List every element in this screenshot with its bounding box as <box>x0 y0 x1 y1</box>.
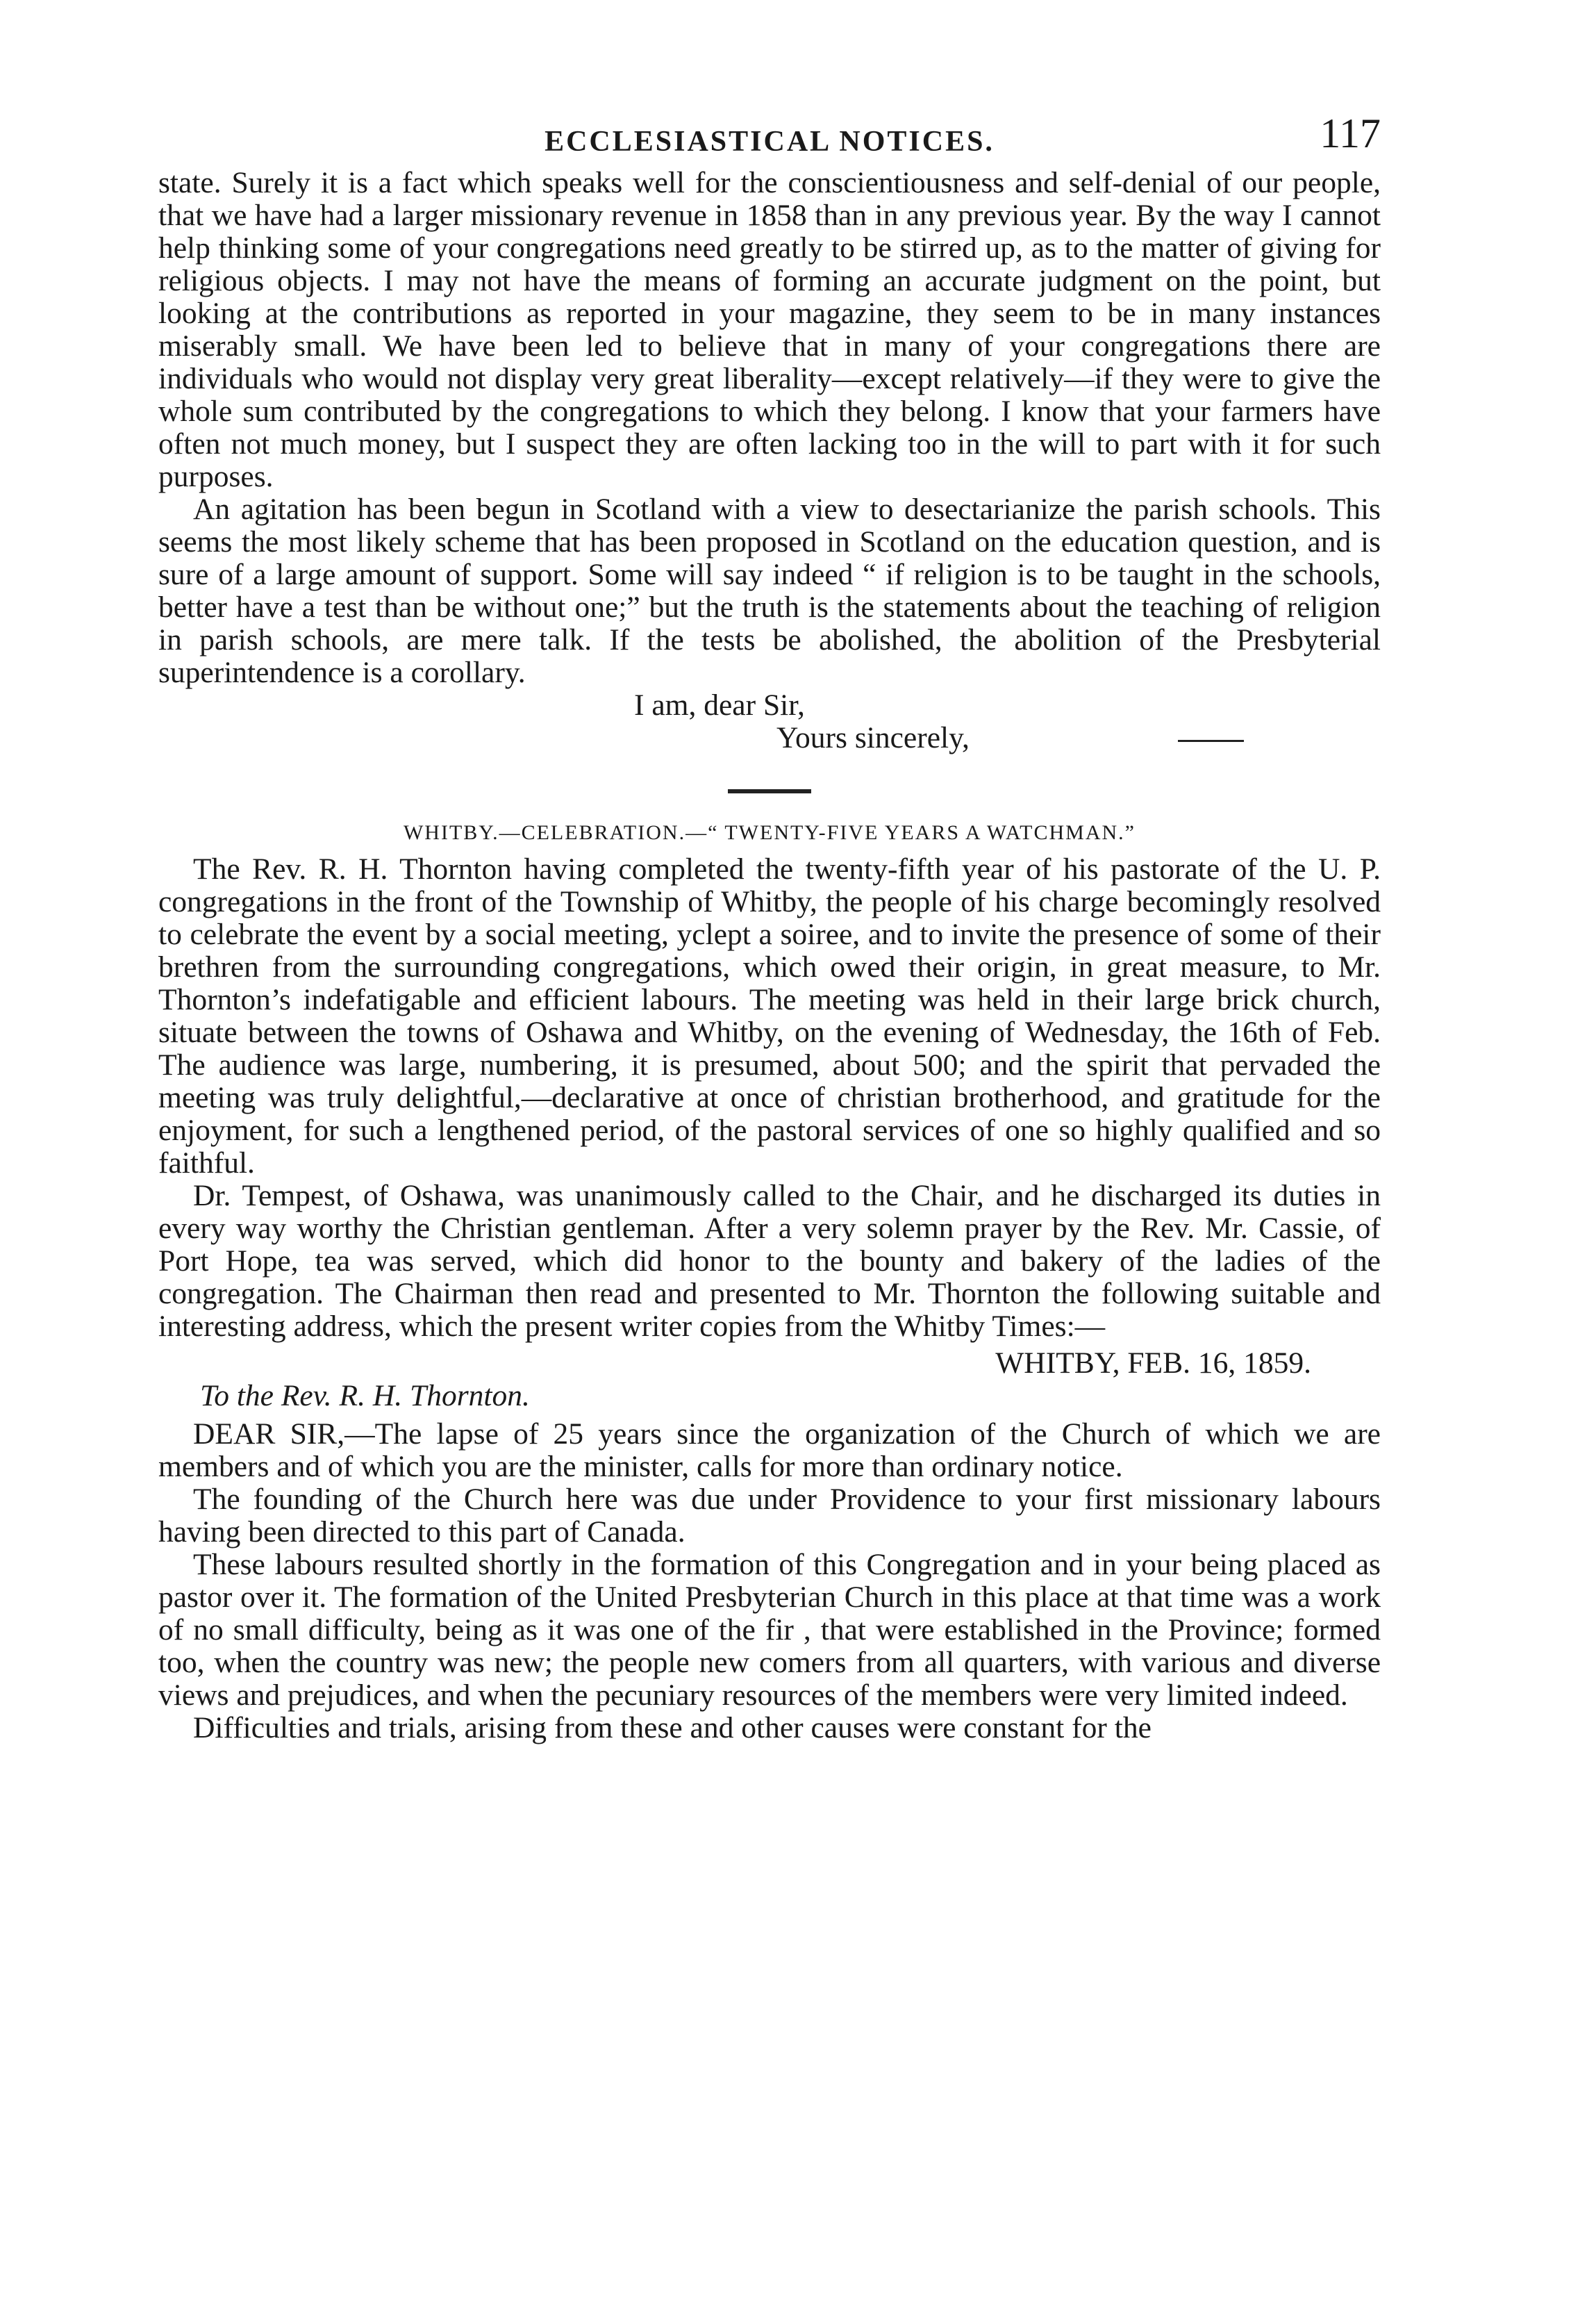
address-paragraph-3: These labours resulted shortly in the formation of this Congregation and in your being placed as pastor over it. The formation of the United Presbyterian Church in this place at that time was a work of no small difficulty, being as it was one of the fir , that were established in the Province; formed too, when the country was new; the people new comers from all quarters, with various and diverse views and prejudices, and when the pecuniary resources of the members were very limited indeed. <box>158 1548 1381 1712</box>
section-heading: WHITBY.—CELEBRATION.—“ TWENTY-FIVE YEARS A WATCHMAN.” <box>403 821 1136 844</box>
address-dateline: WHITBY, FEB. 16, 1859. <box>995 1346 1311 1380</box>
letter-closing: I am, dear Sir, <box>634 688 805 722</box>
signature-dash <box>1178 740 1244 742</box>
section-paragraph-1: The Rev. R. H. Thornton having completed the twenty-fifth year of his pastorate of the U. P. congregations in the front of the Township of Whitby, the people of his charge becomingly resolved to celebrate the event by a social meeting, yclept a soiree, and to invite the presence of some of their brethren from the surrounding congregations, which owed their origin, in great measure, to Mr. Thornton’s indefatigable and efficient labours. The meeting was held in their large brick church, situate between the towns of Oshawa and Whitby, on the evening of Wednesday, the 16th of Feb. The audience was large, numbering, it is presumed, about 500; and the spirit that pervaded the meeting was truly delightful,—declarative at once of christian brotherhood, and gratitude for the enjoyment, for such a lengthened period, of the pastoral services of one so highly qualified and so faithful. <box>158 852 1381 1180</box>
page-header <box>158 104 1381 167</box>
address-recipient: To the Rev. R. H. Thornton. <box>200 1379 530 1412</box>
letter-paragraph-1: state. Surely it is a fact which speaks well for the conscientiousness and self-denial of our people, that we have had a larger missionary revenue in 1858 than in any previous year. By the way I cannot help thinking some of your congregations need greatly to be stirred up, as to the matter of giving for religious objects. I may not have the means of forming an accurate judgment on the point, but looking at the contributions as reported in your magazine, they seem to be in many instances miserably small. We have been led to believe that in many of your congregations there are individuals who would not display very great liberality—except relatively—if they were to give the whole sum contributed by the congregations to which they belong. I know that your farmers have often not much money, but I suspect they are often lacking too in the will to part with it for such purposes. <box>158 166 1381 493</box>
letter-paragraph-2: An agitation has been begun in Scotland with a view to desectarianize the parish schools. This seems the most likely scheme that has been proposed in Scotland on the education question, and is sure of a large amount of support. Some will say indeed “ if religion is to be taught in the schools, better have a test than be without one;” but the truth is the statements about the teaching of religion in parish schools, are mere talk. If the tests be abolished, the abolition of the Presbyterial superintendence is a corollary. <box>158 493 1381 689</box>
section-paragraph-2: Dr. Tempest, of Oshawa, was unanimously called to the Chair, and he discharged its duties in every way worthy the Christian gentleman. After a very solemn prayer by the Rev. Mr. Cassie, of Port Hope, tea was served, which did honor to the bounty and bakery of the ladies of the congregation. The Chairman then read and presented to Mr. Thornton the following suitable and interesting address, which the present writer copies from the Whitby Times:— <box>158 1179 1381 1343</box>
page-number: 117 <box>1320 110 1381 156</box>
letter-signature-line <box>158 722 1381 754</box>
page <box>158 104 1381 1744</box>
letter-closing-2: Yours sincerely, <box>776 721 970 754</box>
running-title: ECCLESIASTICAL NOTICES. <box>545 126 995 158</box>
section-divider <box>728 789 811 793</box>
address-paragraph-2: The founding of the Church here was due under Providence to your first missionary labours having been directed to this part of Canada. <box>158 1483 1381 1549</box>
address-paragraph-4: Difficulties and trials, arising from these and other causes were constant for the <box>193 1711 1152 1744</box>
address-paragraph-1: DEAR SIR,—The lapse of 25 years since the organization of the Church of which we are members and of which you are the minister, calls for more than ordinary notice. <box>158 1417 1381 1483</box>
